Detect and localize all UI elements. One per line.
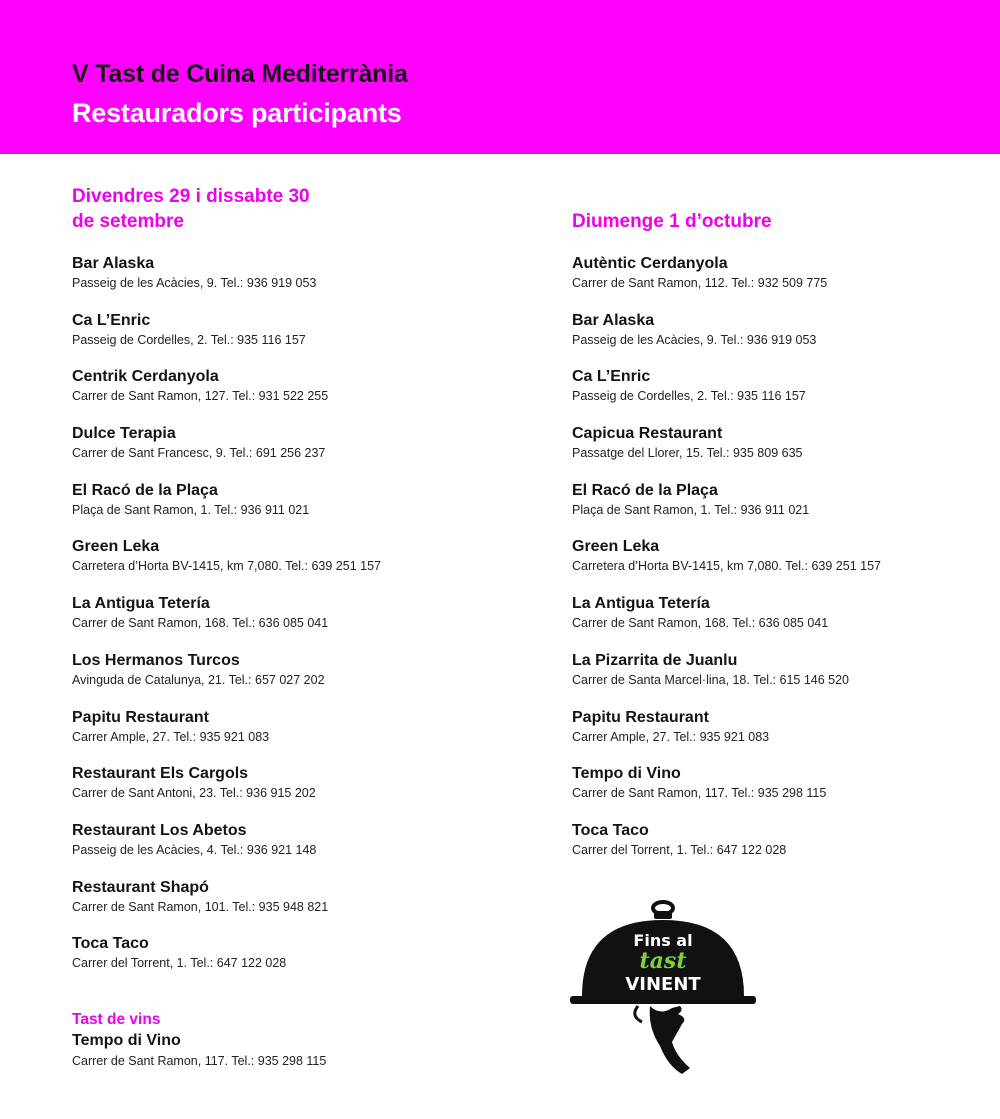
list-item [72, 594, 502, 651]
cloche-icon [568, 896, 758, 1080]
restaurant-address: Passatge del Llorer, 15. Tel.: 935 809 635 [572, 446, 803, 461]
restaurant-address: Carrer de Sant Ramon, 127. Tel.: 931 522 255 [72, 389, 329, 404]
restaurant-address: Passeig de les Acàcies, 9. Tel.: 936 919 053 [72, 276, 317, 290]
page-subtitle: Restauradors participants [72, 98, 402, 128]
list-item [572, 764, 1000, 821]
restaurant-name: Papitu Restaurant [572, 708, 709, 726]
right-day-title [572, 209, 1000, 234]
list-item [572, 311, 1000, 368]
left-day-title [72, 184, 502, 234]
restaurant-name: Centrik Cerdanyola [72, 368, 219, 386]
list-item [72, 764, 502, 821]
restaurant-address: Plaça de Sant Ramon, 1. Tel.: 936 911 021 [72, 502, 310, 517]
restaurant-name: Restaurant Los Abetos [72, 821, 247, 839]
list-item [572, 424, 1000, 481]
list-item [72, 651, 502, 708]
restaurant-address: Carretera d’Horta BV-1415, km 7,080. Tel.: 639 251 157 [72, 559, 381, 574]
restaurant-name: Green Leka [572, 538, 660, 556]
restaurant-address: Carrer de Sant Antoni, 23. Tel.: 936 915 202 [72, 786, 316, 801]
left-entry-list [72, 254, 502, 991]
right-entry-list [572, 254, 1000, 878]
restaurant-address: Carrer Ample, 27. Tel.: 935 921 083 [72, 729, 270, 744]
restaurant-address: Carrer de Sant Ramon, 117. Tel.: 935 298 115 [72, 1054, 327, 1068]
list-item [72, 311, 502, 368]
logo-text-line3: VINENT [625, 974, 701, 995]
right-column [572, 209, 1000, 878]
restaurant-name: Autèntic Cerdanyola [572, 255, 728, 272]
list-item [572, 708, 1000, 765]
list-item [72, 708, 502, 765]
restaurant-address: Carrer de Sant Francesc, 9. Tel.: 691 256 237 [72, 446, 326, 461]
restaurant-address: Carrer Ample, 27. Tel.: 935 921 083 [572, 729, 770, 744]
restaurant-name: Ca L’Enric [572, 368, 651, 386]
list-item [572, 594, 1000, 651]
restaurant-address: Carrer de Sant Ramon, 112. Tel.: 932 509 775 [572, 276, 828, 290]
page-header [0, 0, 1000, 154]
list-item [72, 481, 502, 538]
logo-text-line1: Fins al [633, 931, 693, 950]
left-column [72, 184, 502, 991]
list-item [72, 821, 502, 878]
left-day-title-line2: de setembre [72, 211, 184, 232]
list-item [72, 367, 502, 424]
restaurant-name: Restaurant Shapó [72, 878, 209, 896]
list-item [572, 821, 1000, 878]
restaurant-address: Passeig de les Acàcies, 9. Tel.: 936 919 053 [572, 332, 817, 347]
restaurant-name: Toca Taco [72, 935, 149, 953]
restaurant-address: Carrer de Sant Ramon, 168. Tel.: 636 085 041 [72, 616, 329, 631]
restaurant-name: Bar Alaska [72, 255, 155, 272]
restaurant-name: Bar Alaska [572, 311, 655, 329]
restaurant-name: La Pizarrita de Juanlu [572, 651, 738, 669]
list-item [72, 254, 502, 311]
right-day-title-line1: Diumenge 1 d’octubre [572, 211, 772, 232]
restaurant-name: El Racó de la Plaça [572, 481, 718, 499]
restaurant-address: Carrer de Sant Ramon, 168. Tel.: 636 085 041 [572, 616, 829, 631]
restaurant-address: Passeig de Cordelles, 2. Tel.: 935 116 157 [72, 332, 306, 347]
restaurant-address: Carrer del Torrent, 1. Tel.: 647 122 028 [72, 956, 287, 971]
page-title: V Tast de Cuina Mediterrània [72, 60, 408, 88]
restaurant-name: Tempo di Vino [72, 1032, 181, 1049]
restaurant-address: Carrer de Santa Marcel·lina, 18. Tel.: 615 146 520 [572, 672, 850, 687]
restaurant-name: Green Leka [72, 538, 160, 556]
restaurant-name: Dulce Terapia [72, 425, 176, 443]
restaurant-name: Papitu Restaurant [72, 708, 209, 726]
left-day-title-line1: Divendres 29 i dissabte 30 [72, 186, 310, 207]
list-item [72, 934, 502, 991]
restaurant-address: Passeig de les Acàcies, 4. Tel.: 936 921 148 [72, 842, 317, 857]
restaurant-address: Carrer de Sant Ramon, 117. Tel.: 935 298 115 [572, 786, 827, 801]
list-item [572, 651, 1000, 708]
restaurant-address: Carrer de Sant Ramon, 101. Tel.: 935 948 821 [72, 899, 329, 914]
list-item [572, 537, 1000, 594]
restaurant-name: Tempo di Vino [572, 765, 681, 783]
wine-section-label: Tast de vins [72, 1011, 161, 1028]
restaurant-name: Los Hermanos Turcos [72, 651, 240, 669]
restaurant-name: Toca Taco [572, 821, 649, 839]
restaurant-name: Ca L’Enric [72, 311, 151, 329]
list-item [72, 537, 502, 594]
wine-section [72, 1010, 326, 1070]
restaurant-address: Carrer del Torrent, 1. Tel.: 647 122 028 [572, 842, 787, 857]
restaurant-name: El Racó de la Plaça [72, 481, 218, 499]
restaurant-name: La Antigua Tetería [572, 595, 710, 613]
restaurant-address: Avinguda de Catalunya, 21. Tel.: 657 027 202 [72, 672, 325, 687]
list-item [572, 481, 1000, 538]
restaurant-name: Restaurant Els Cargols [72, 765, 249, 783]
restaurant-name: La Antigua Tetería [72, 595, 210, 613]
list-item [72, 424, 502, 481]
list-item [572, 254, 1000, 311]
restaurant-address: Plaça de Sant Ramon, 1. Tel.: 936 911 021 [572, 502, 810, 517]
restaurant-name: Capicua Restaurant [572, 425, 723, 443]
restaurant-address: Carretera d’Horta BV-1415, km 7,080. Tel.: 639 251 157 [572, 559, 881, 574]
list-item [72, 878, 502, 935]
list-item [572, 367, 1000, 424]
logo-text-line2: tast [639, 948, 687, 974]
restaurant-address: Passeig de Cordelles, 2. Tel.: 935 116 157 [572, 389, 806, 404]
